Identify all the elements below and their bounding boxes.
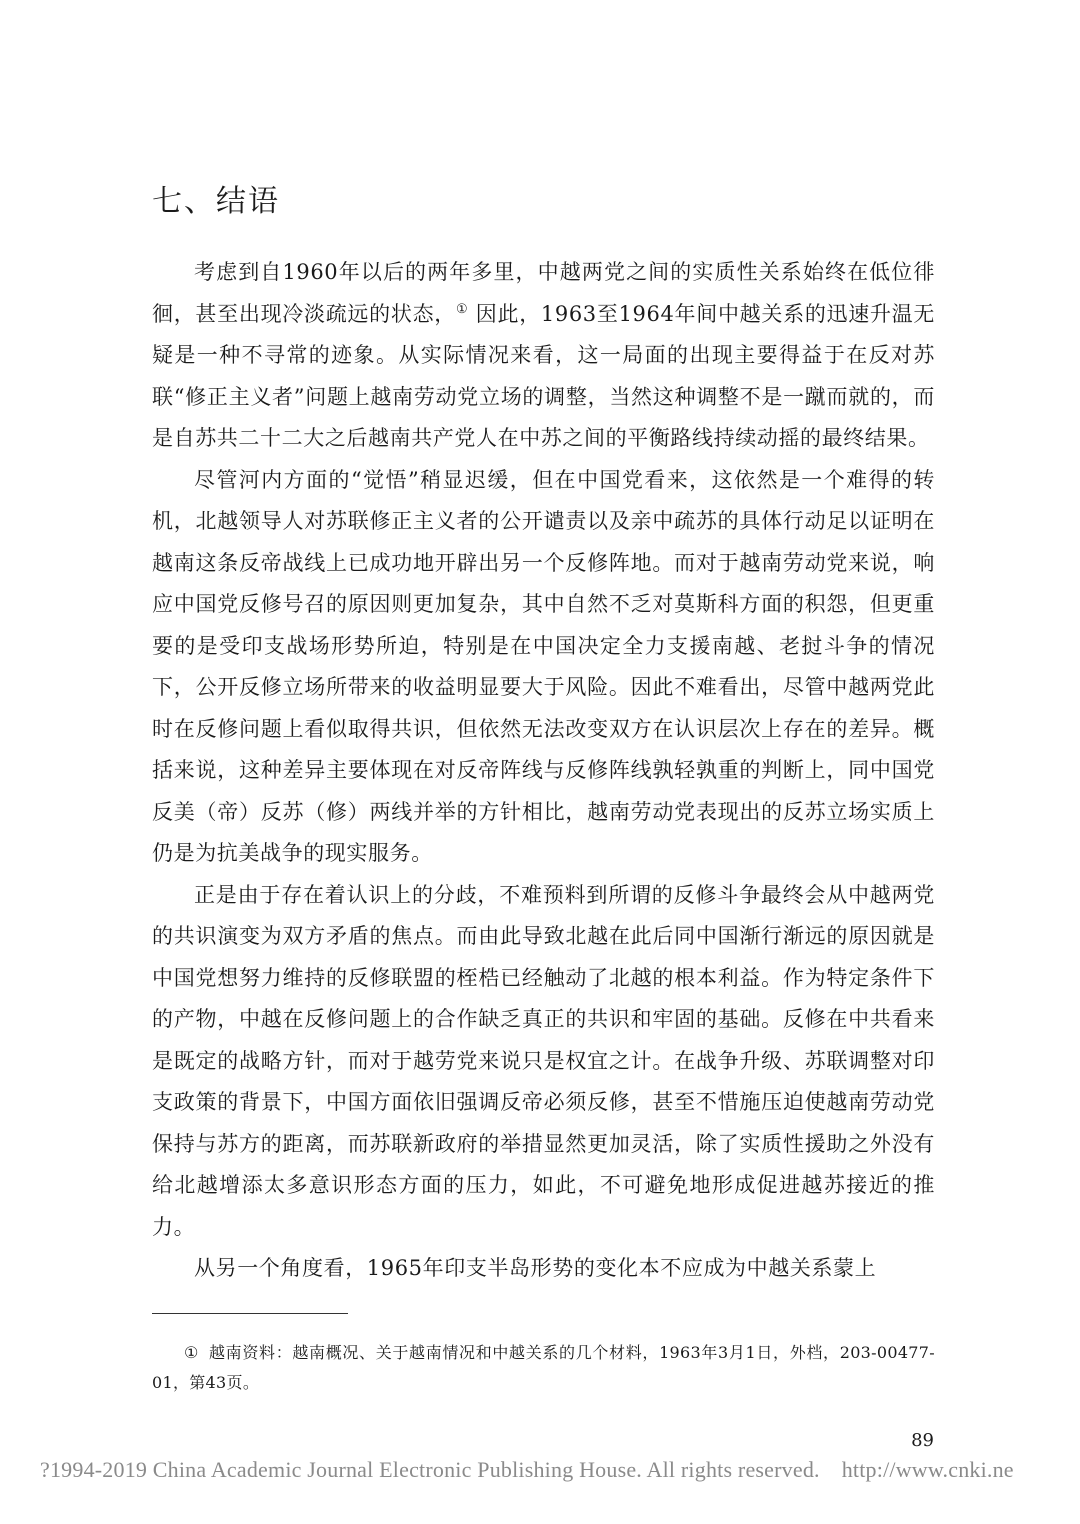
copyright-bar <box>40 1457 1014 1483</box>
body-text <box>152 252 935 1290</box>
paragraph-1 <box>152 252 935 460</box>
paragraph-4: 从另一个角度看，1965年印支半岛形势的变化本不应成为中越关系蒙上 <box>194 1256 877 1280</box>
page-number: 89 <box>911 1430 934 1451</box>
footnote-text: 越南资料：越南概况、关于越南情况和中越关系的几个材料，1963年3月1日，外档，203-00477-01，第43页。 <box>152 1343 935 1392</box>
footnote-divider <box>152 1313 348 1314</box>
paragraph-1-text-after-note: 因此，1963至1964年间中越关系的迅速升温无疑是一种不寻常的迹象。从实际情况来看，这一局面的出现主要得益于在反对苏联“修正主义者”问题上越南劳动党立场的调整，当然这种调整不是一蹴而就的，而是自苏共二十二大之后越南共产党人在中苏之间的平衡路线持续动摇的最终结果。 <box>152 301 935 450</box>
copyright-url-link[interactable]: http://www.cnki.ne <box>841 1457 1014 1482</box>
footnote <box>152 1338 935 1398</box>
footnote-mark: ① <box>184 1343 200 1362</box>
paragraph-2: 尽管河内方面的“觉悟”稍显迟缓，但在中国党看来，这依然是一个难得的转机，北越领导人对苏联修正主义者的公开谴责以及亲中疏苏的具体行动足以证明在越南这条反帝战线上已成功地开辟出另一个反修阵地。而对于越南劳动党来说，响应中国党反修号召的原因则更加复杂，其中自然不乏对莫斯科方面的积怨，但更重要的是受印支战场形势所迫，特别是在中国决定全力支援南越、老挝斗争的情况下，公开反修立场所带来的收益明显要大于风险。因此不难看出，尽管中越两党此时在反修问题上看似取得共识，但依然无法改变双方在认识层次上存在的差异。概括来说，这种差异主要体现在对反帝阵线与反修阵线孰轻孰重的判断上，同中国党反美（帝）反苏（修）两线并举的方针相比，越南劳动党表现出的反苏立场实质上仍是为抗美战争的现实服务。 <box>152 467 935 865</box>
paragraph-1-text-before-note: 考虑到自1960年以后的两年多里，中越两党之间的实质性关系始终在低位徘徊，甚至出现冷淡疏远的状态， <box>152 260 935 326</box>
section-heading: 七、结语 <box>152 184 280 219</box>
copyright-text: ?1994-2019 China Academic Journal Electronic Publishing House. All rights reserved. <box>40 1457 820 1482</box>
paragraph-3: 正是由于存在着认识上的分歧，不难预料到所谓的反修斗争最终会从中越两党的共识演变为双方矛盾的焦点。而由此导致北越在此后同中国渐行渐远的原因就是中国党想努力维持的反修联盟的桎梏已经触动了北越的根本利益。作为特定条件下的产物，中越在反修问题上的合作缺乏真正的共识和牢固的基础。反修在中共看来是既定的战略方针，而对于越劳党来说只是权宜之计。在战争升级、苏联调整对印支政策的背景下，中国方面依旧强调反帝必须反修，甚至不惜施压迫使越南劳动党保持与苏方的距离，而苏联新政府的举措显然更加灵活，除了实质性援助之外没有给北越增添太多意识形态方面的压力，如此，不可避免地形成促进越苏接近的推力。 <box>152 882 935 1239</box>
footnote-reference[interactable]: ① <box>456 301 469 317</box>
